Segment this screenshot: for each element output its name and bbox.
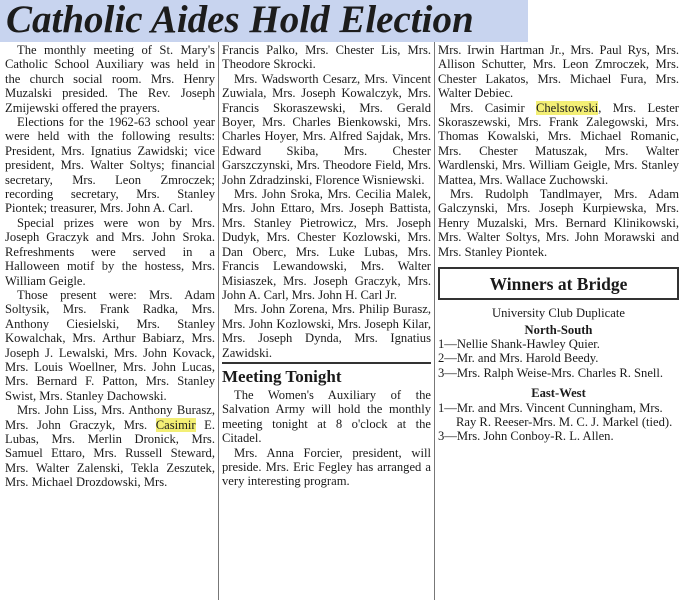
paragraph-chelstowski [438,101,679,187]
meeting-tonight-heading: Meeting Tonight [222,362,431,387]
highlighted-name: Casimir [155,417,196,432]
text-run: E. Lubas, Mrs. Merlin Dronick, Mrs. Samuel Ettaro, Mrs. Russell Steward, Mrs. Walter Zalenski, Tekla Zeszutek, Mrs. Michael Drozdowski, Mrs. [5,417,215,490]
paragraph-attendees-4: Mrs. John Zorena, Mrs. Philip Burasz, Mrs. John Kozlowski, Mrs. Joseph Kilar, Mrs. Joseph Dynda, Mrs. Ignatius Zawidski. [222,302,431,360]
north-south-heading: North-South [524,322,593,337]
bridge-result: 1—Mr. and Mrs. Vincent Cunningham, Mrs. Ray R. Reeser-Mrs. M. C. J. Markel (tied). [438,400,673,429]
bridge-result: 3—Mrs. Ralph Weise-Mrs. Charles R. Snell. [438,365,664,380]
paragraph-attendees-5: Mrs. Irwin Hartman Jr., Mrs. Paul Rys, Mrs. Allison Schutter, Mrs. Leon Zmroczek, Mrs. Chester Lakatos, Mrs. Michael Fura, Mrs. Walter Debiec. [438,43,679,101]
article-column-3 [438,43,679,444]
article-column-1 [5,43,215,490]
paragraph-attendees-cont: Francis Palko, Mrs. Chester Lis, Mrs. Theodore Skrocki. [222,43,431,72]
paragraph-elections: Elections for the 1962-63 school year were held with the following results: President, Mrs. Ignatius Zawidski; vice president, Mrs. Walter Soltys; financial secretary, Mrs. Leon Zmroczek; recording secretary, Mrs. Stanley Piontek; treasurer, Mrs. John A. Carl. [5,115,215,216]
text-run: Mrs. John Liss, Mrs. Anthony Burasz, Mrs. John Graczyk, Mrs. [5,403,215,432]
paragraph-prizes: Special prizes were won by Mrs. Joseph Graczyk and Mrs. John Sroka. Refreshments were served in a Halloween motif by the hostess, Mrs. William Geigle. [5,215,215,288]
paragraph-salvation-army: The Women's Auxiliary of the Salvation Army will hold the monthly meeting tonight at 8 o'clock at the Citadel. [222,387,431,446]
text-run: Mrs. Casimir [450,100,536,115]
column-rule-1 [218,42,219,600]
headline: Catholic Aides Hold Election [6,0,474,41]
text-run: Mrs. Lester Skoraszewski, Mrs. Frank Zalegowski, Mrs. Thomas Kowalski, Mrs. Michael Romanic, Mrs. Chester Matuszak, Mrs. Walter Wardlenski, Mrs. William Geigle, Mrs. Stanley Mattea, Mrs. Wallace Zuchowski. [438,100,679,187]
bridge-result: 1—Nellie Shank-Hawley Quier. [438,336,600,351]
east-west-heading: East-West [531,386,586,401]
text-run: , [598,100,602,115]
paragraph-forcier: Mrs. Anna Forcier, president, will preside. Mrs. Eric Fegley has arranged a very interesting program. [222,445,431,489]
article-column-2 [222,43,431,489]
paragraph-attendees [5,403,215,489]
paragraph-present: Those present were: Mrs. Adam Soltysik, Mrs. Frank Radka, Mrs. Anthony Ciesielski, Mrs. Stanley Kowalchak, Mrs. Arthur Babiarz, Mrs. Joseph J. Lewalski, Mrs. John Kovack, Mrs. Louis Woellner, Mrs. John Lucas, Mrs. Bernard F. Patton, Mrs. Stanley Swist, Mrs. Stanley Dachowski. [5,287,215,403]
column-rule-2 [434,42,435,600]
paragraph-attendees-2: Mrs. Wadsworth Cesarz, Mrs. Vincent Zuwiala, Mrs. Joseph Kowalczyk, Mrs. Francis Skoraszewski, Mrs. Gerald Boyer, Mrs. Charles Bienkowski, Mrs. Charles Hoyer, Mrs. Alfred Sajdak, Mrs. Edward Skiba, Mrs. Chester Garszczynski, Mrs. Theodore Field, Mrs. John Zdradzinski, Florence Wisniewski. [222,71,431,187]
bridge-result: 2—Mr. and Mrs. Harold Beedy. [438,351,599,366]
paragraph-meeting: The monthly meeting of St. Mary's Catholic School Auxiliary was held in the church social room. Mrs. Henry Muzalski presided. The Rev. Joseph Zmijewski offered the prayers. [5,43,215,115]
bridge-result: 3—Mrs. John Conboy-R. L. Allen. [438,429,614,444]
bridge-club: University Club Duplicate [492,306,625,321]
bridge-heading: Winners at Bridge [438,267,679,300]
highlighted-name: Chelstowski [535,100,599,115]
paragraph-attendees-3: Mrs. John Sroka, Mrs. Cecilia Malek, Mrs. John Ettaro, Mrs. Joseph Battista, Mrs. Stanley Pietrowicz, Mrs. Joseph Dudyk, Mrs. Chester Kozlowski, Mrs. Dan Oberc, Mrs. Luke Lubas, Mrs. Francis Lewandowski, Mrs. Walter Misiaszek, Mrs. Joseph Graczyk, Mrs. John A. Carl, Mrs. John H. Carl Jr. [222,187,431,302]
paragraph-attendees-6: Mrs. Rudolph Tandlmayer, Mrs. Adam Galczynski, Mrs. Joseph Kurpiewska, Mrs. Henry Muzalski, Mrs. Bernard Klinikowski, Mrs. Walter Soltys, Mrs. John Morawski and Mrs. Stanley Piontek. [438,187,679,259]
